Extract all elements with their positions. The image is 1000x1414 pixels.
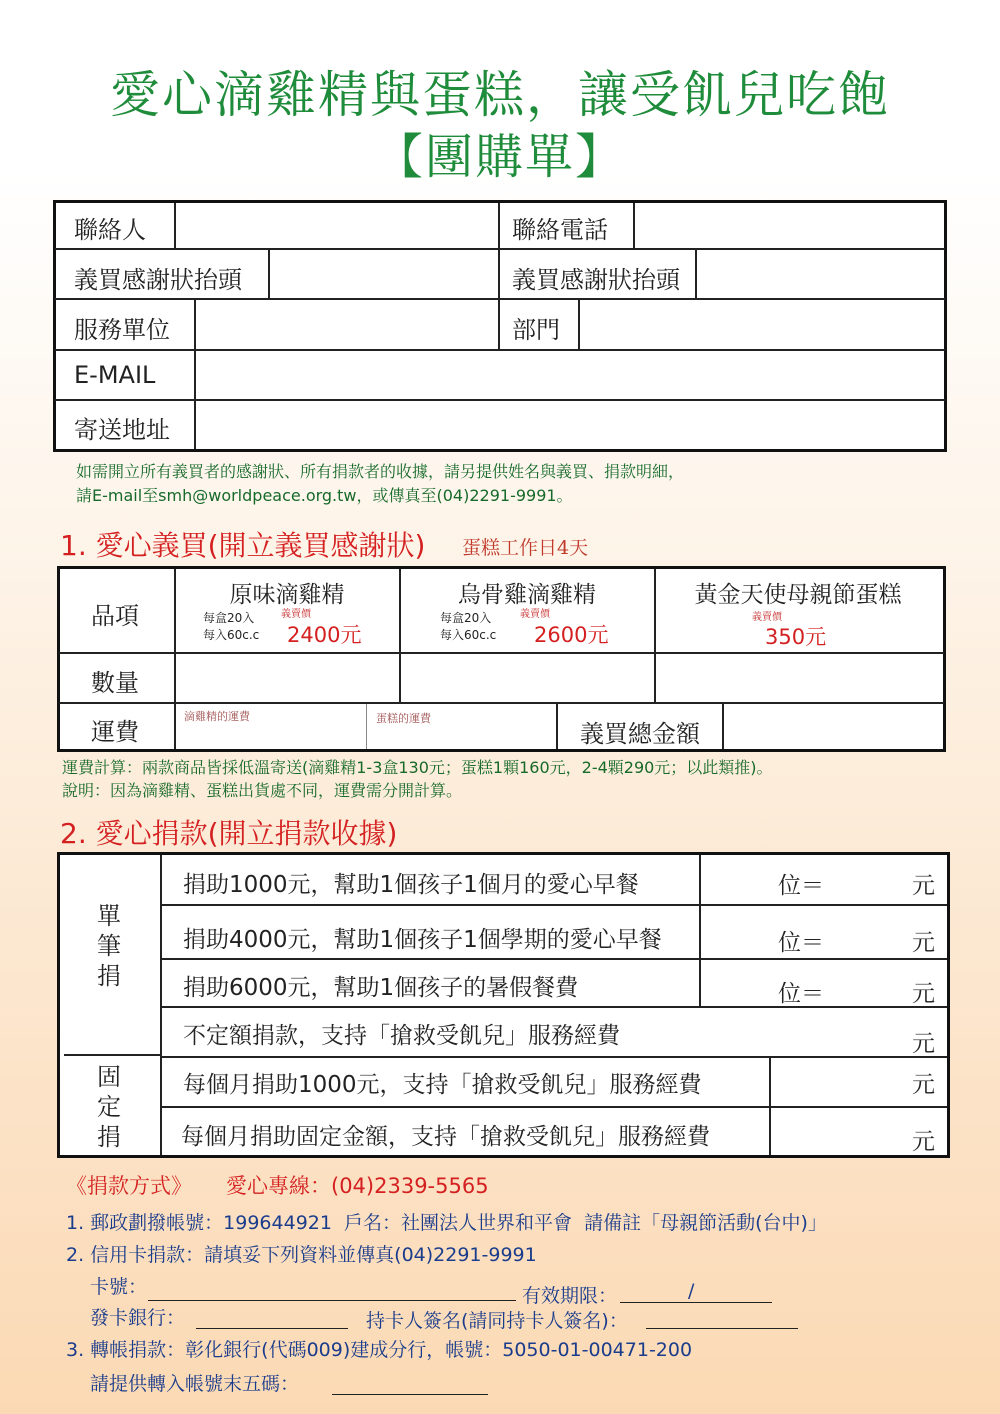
donation-row-6: 每個月捐助固定金額，支持「搶救受飢兒」服務經費 xyxy=(181,1124,710,1150)
page-subtitle: 【團購單】 xyxy=(374,129,625,185)
payment-credit: 2. 信用卡捐款：請填妥下列資料並傳真(04)2291-9991 xyxy=(66,1244,537,1266)
product-spec1-2: 每盒20入 xyxy=(440,611,492,625)
product-name-1: 原味滴雞精 xyxy=(229,582,345,608)
ship-cake-label: 蛋糕的運費 xyxy=(376,712,431,725)
product-spec1-1: 每盒20入 xyxy=(203,611,255,625)
donation-unit-1: 位＝ xyxy=(778,873,824,899)
section1-note-2: 說明：因為滴雞精、蛋糕出貨處不同，運費需分開計算。 xyxy=(62,781,463,800)
expiry-line xyxy=(620,1302,772,1303)
product-spec2-1: 每入60c.c xyxy=(203,628,260,642)
ship-essence-label: 滴雞精的運費 xyxy=(184,710,250,723)
page-title: 愛心滴雞精與蛋糕，讓受飢兒吃飽 xyxy=(110,66,890,124)
address-label: 寄送地址 xyxy=(74,416,170,444)
last5-line xyxy=(332,1394,488,1395)
product-tag-1: 義賣價 xyxy=(281,609,311,620)
donation-yuan-5: 元 xyxy=(912,1072,935,1098)
department-label: 部門 xyxy=(512,316,560,344)
donation-unit-2: 位＝ xyxy=(778,930,824,956)
donation-yuan-6: 元 xyxy=(912,1129,935,1155)
last5-label: 請提供轉入帳號末五碼： xyxy=(90,1373,300,1395)
donation-yuan-2: 元 xyxy=(912,930,935,956)
product-name-3: 黃金天使母親節蛋糕 xyxy=(694,582,902,608)
donation-unit-3: 位＝ xyxy=(778,981,824,1007)
contact-form xyxy=(53,200,947,452)
thanks-title-label-2: 義買感謝狀抬頭 xyxy=(512,266,680,294)
contact-person-label: 聯絡人 xyxy=(74,216,146,244)
email-label: E-MAIL xyxy=(74,361,156,389)
total-label: 義買總金額 xyxy=(580,720,700,748)
donation-yuan-3: 元 xyxy=(912,981,935,1007)
single-donation-label: 單筆捐 xyxy=(97,902,121,990)
donation-yuan-1: 元 xyxy=(912,873,935,899)
product-price-2: 2600元 xyxy=(534,623,609,647)
bank-label: 發卡銀行： xyxy=(90,1307,186,1329)
donation-yuan-4: 元 xyxy=(912,1031,935,1057)
qty-label: 數量 xyxy=(91,669,139,697)
payment-postal: 1. 郵政劃撥帳號：199644921 戶名：社團法人世界和平會 請備註「母親節活動(台中)」 xyxy=(66,1212,827,1234)
donation-row-4: 不定額捐款，支持「搶救受飢兒」服務經費 xyxy=(183,1023,620,1049)
product-price-3: 350元 xyxy=(765,625,827,649)
fixed-donation-label: 固定捐 xyxy=(97,1063,121,1151)
card-number-label: 卡號： xyxy=(90,1276,148,1298)
note-line-1: 如需開立所有義買者的感謝狀、所有捐款者的收據，請另提供姓名與義買、捐款明細， xyxy=(76,462,685,481)
product-tag-3: 義賣價 xyxy=(752,612,782,623)
ship-label: 運費 xyxy=(91,718,139,746)
donation-row-3: 捐助6000元，幫助1個孩子的暑假餐費 xyxy=(183,975,579,1001)
donation-row-2: 捐助4000元，幫助1個孩子1個學期的愛心早餐 xyxy=(183,927,662,953)
signature-label: 持卡人簽名(請同持卡人簽名)： xyxy=(366,1310,628,1332)
thanks-title-label-1: 義買感謝狀抬頭 xyxy=(74,266,242,294)
section1-title: 1. 愛心義買(開立義買感謝狀) xyxy=(60,529,426,562)
payment-transfer: 3. 轉帳捐款：彰化銀行(代碼009)建成分行，帳號：5050-01-00471-200 xyxy=(66,1339,693,1361)
note-line-2: 請E-mail至smh@worldpeace.org.tw，或傳真至(04)2291-9991。 xyxy=(76,486,573,505)
expiry-slash: / xyxy=(688,1280,695,1302)
product-tag-2: 義賣價 xyxy=(520,609,550,620)
product-price-1: 2400元 xyxy=(287,623,362,647)
unit-label: 服務單位 xyxy=(74,316,170,344)
signature-line xyxy=(646,1328,798,1329)
product-name-2: 烏骨雞滴雞精 xyxy=(458,582,596,608)
donation-row-5: 每個月捐助1000元，支持「搶救受飢兒」服務經費 xyxy=(183,1072,702,1098)
expiry-label: 有效期限： xyxy=(522,1285,618,1307)
section2-title: 2. 愛心捐款(開立捐款收據) xyxy=(60,817,398,850)
phone-label: 聯絡電話 xyxy=(512,216,608,244)
section1-note-1: 運費計算：兩款商品皆採低溫寄送(滴雞精1-3盒130元；蛋糕1顆160元，2-4顆290元；以此類推)。 xyxy=(62,758,773,777)
payment-heading: 《捐款方式》 xyxy=(66,1174,192,1198)
donation-row-1: 捐助1000元，幫助1個孩子1個月的愛心早餐 xyxy=(183,872,639,898)
payment-hotline: 愛心專線：(04)2339-5565 xyxy=(226,1174,489,1198)
section1-subtitle: 蛋糕工作日4天 xyxy=(462,537,589,559)
item-label: 品項 xyxy=(91,602,139,630)
product-spec2-2: 每入60c.c xyxy=(440,628,497,642)
bank-line xyxy=(196,1328,348,1329)
card-number-line xyxy=(148,1300,516,1301)
